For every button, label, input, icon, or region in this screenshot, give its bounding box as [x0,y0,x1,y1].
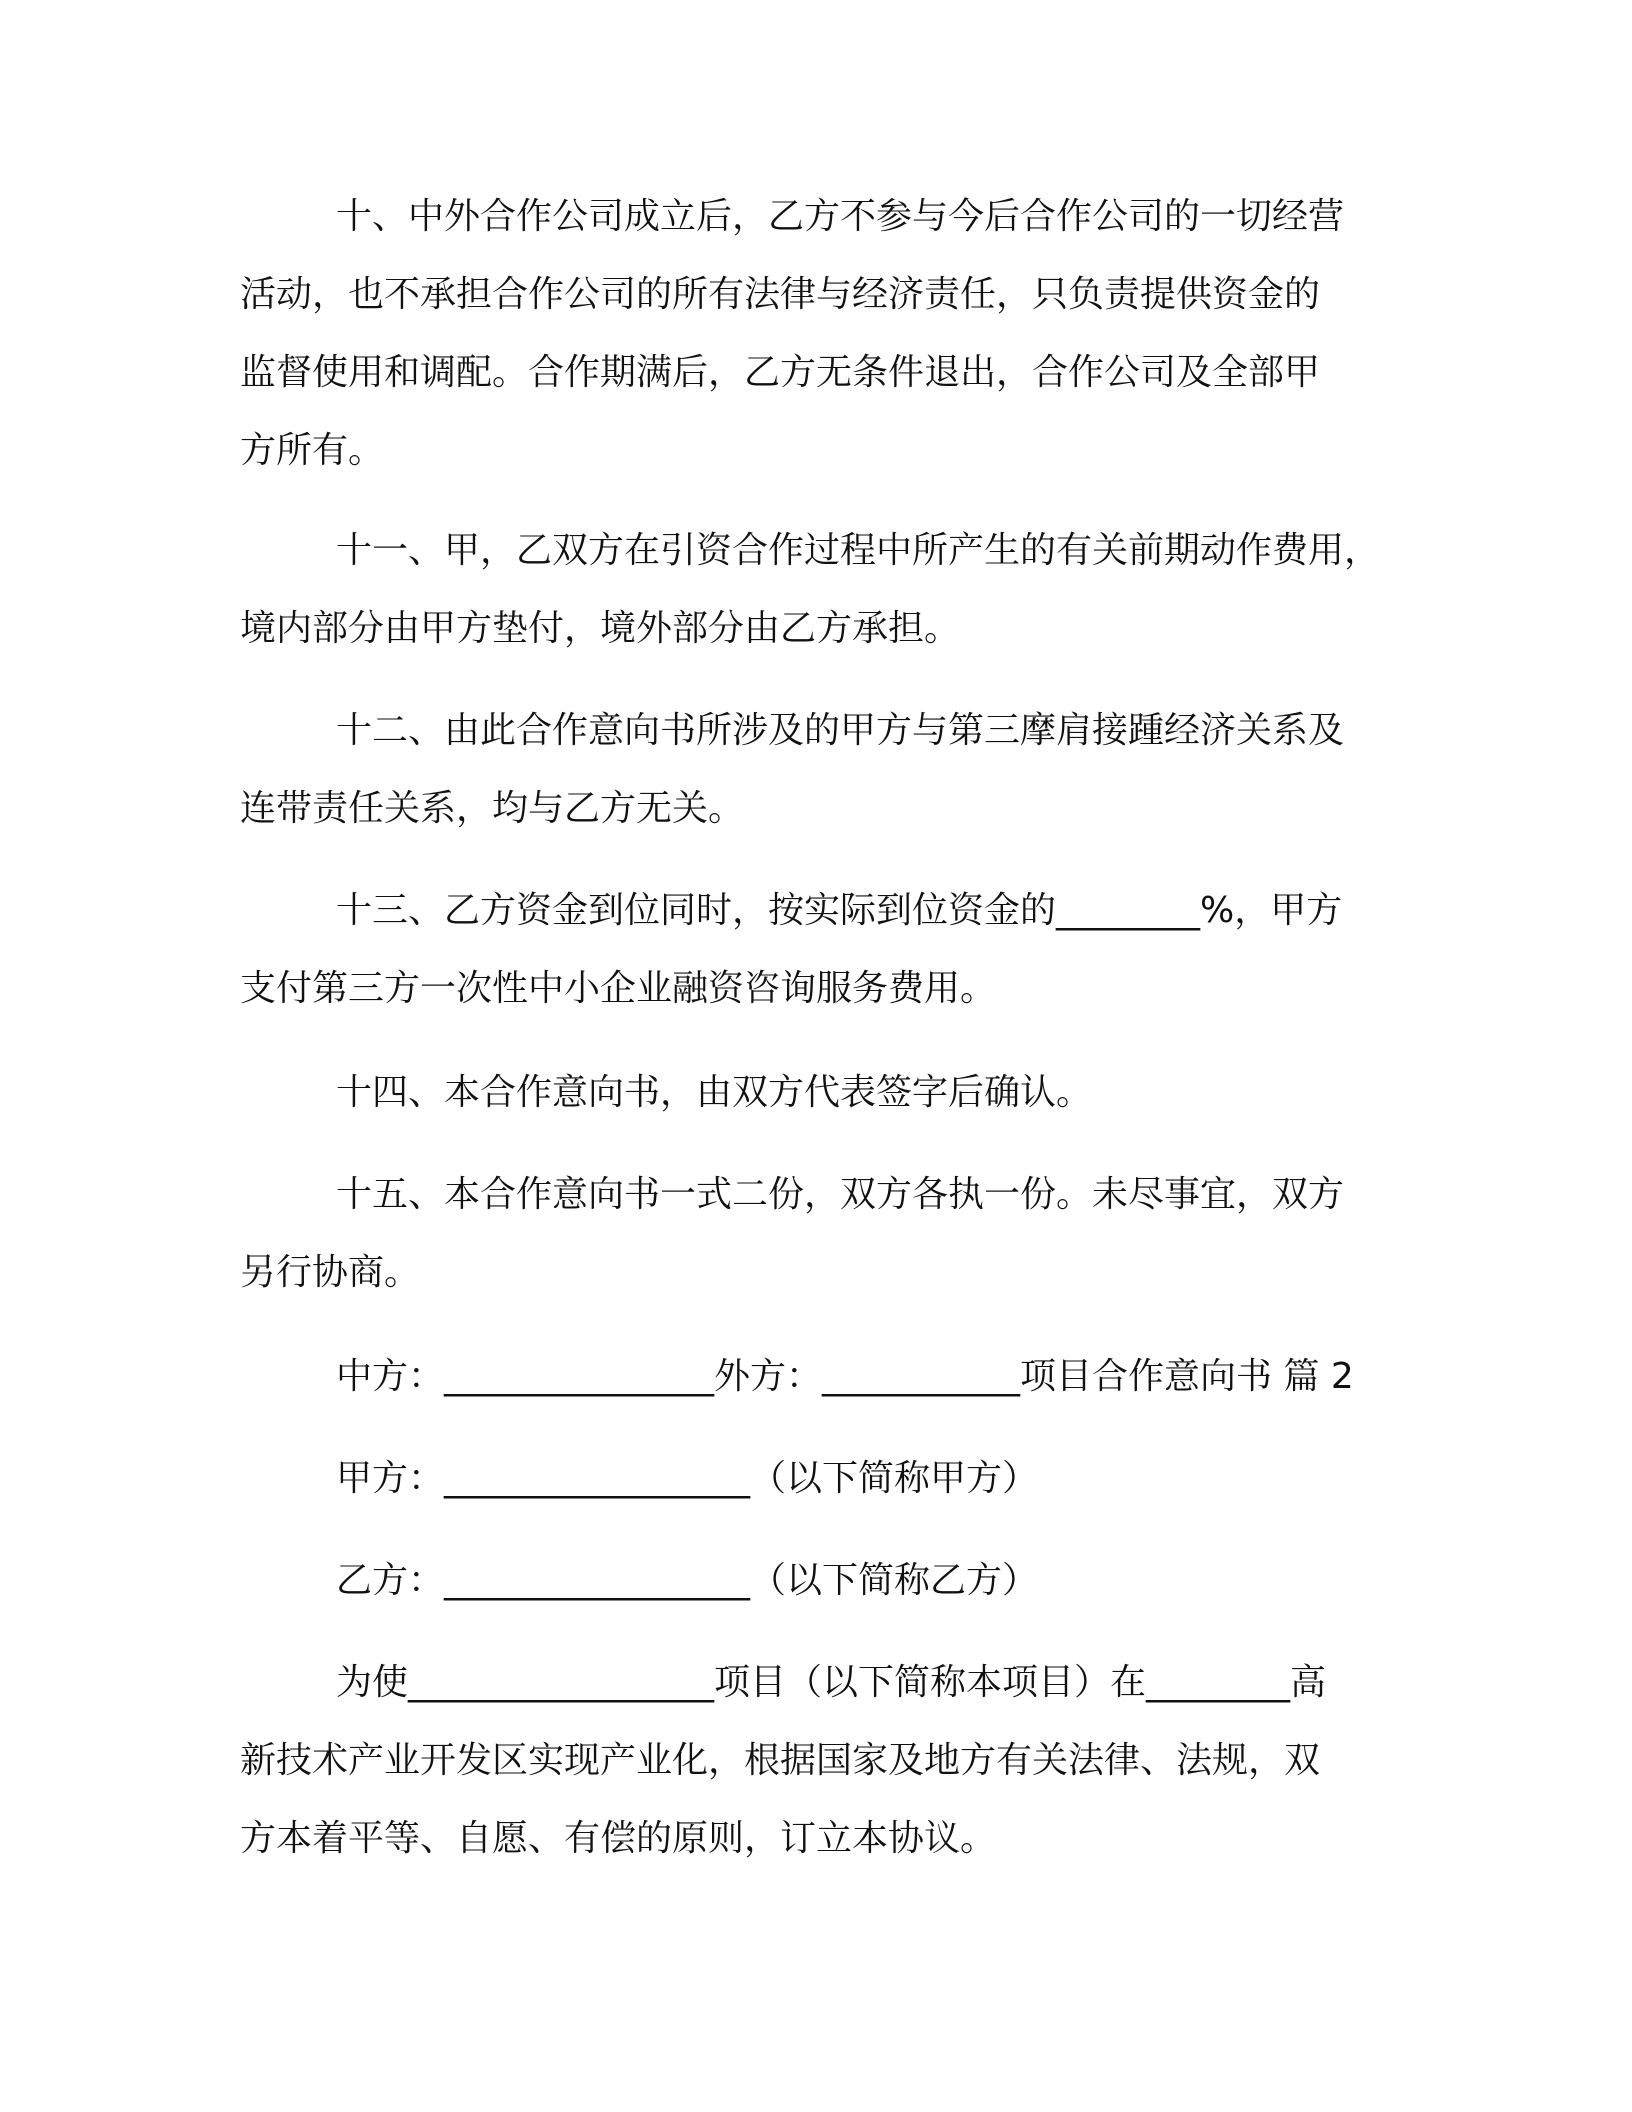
party-a-line [240,1440,1412,1518]
clause-14 [240,1054,1412,1132]
clause-14-line-1: 十四、本合作意向书，由双方代表签字后确认。 [336,1072,1093,1113]
clause-11-line-2: 境内部分由甲方垫付，境外部分由乙方承担。 [240,608,961,649]
clause-10-line-2: 活动，也不承担合作公司的所有法律与经济责任，只负责提供资金的 [240,274,1321,315]
clause-12 [240,692,1412,848]
clause-13-line-1: 十三、乙方资金到位同时，按实际到位资金的________%，甲方 [336,890,1343,931]
preamble [240,1644,1412,1878]
party-b-text: 乙方：_________________（以下简称乙方） [336,1560,1039,1601]
signature-line [240,1338,1412,1416]
clause-15-line-2: 另行协商。 [240,1252,421,1293]
clause-13 [240,872,1412,1028]
preamble-line-2: 新技术产业开发区实现产业化，根据国家及地方有关法律、法规，双 [240,1740,1321,1781]
party-a-text: 甲方：_________________（以下简称甲方） [336,1458,1039,1499]
clause-13-line-2: 支付第三方一次性中小企业融资咨询服务费用。 [240,968,997,1009]
preamble-line-1: 为使_________________项目（以下简称本项目）在________高 [336,1662,1327,1703]
clause-15-line-1: 十五、本合作意向书一式二份，双方各执一份。未尽事宜，双方 [336,1174,1345,1215]
clause-11-line-1: 十一、甲，乙双方在引资合作过程中所产生的有关前期动作费用， [336,530,1381,571]
clause-12-line-2: 连带责任关系，均与乙方无关。 [240,788,745,829]
clause-15 [240,1156,1412,1312]
signature-line-text: 中方：_______________外方：___________项目合作意向书 篇 2 [336,1356,1354,1397]
clause-11 [240,512,1412,668]
preamble-line-3: 方本着平等、自愿、有偿的原则，订立本协议。 [240,1818,997,1859]
clause-10 [240,178,1412,490]
party-b-line [240,1542,1412,1620]
clause-10-line-3: 监督使用和调配。合作期满后，乙方无条件退出，合作公司及全部甲 [240,352,1321,393]
clause-10-line-1: 十、中外合作公司成立后，乙方不参与今后合作公司的一切经营 [336,196,1345,237]
clause-10-line-4: 方所有。 [240,430,385,471]
clause-12-line-1: 十二、由此合作意向书所涉及的甲方与第三摩肩接踵经济关系及 [336,710,1345,751]
